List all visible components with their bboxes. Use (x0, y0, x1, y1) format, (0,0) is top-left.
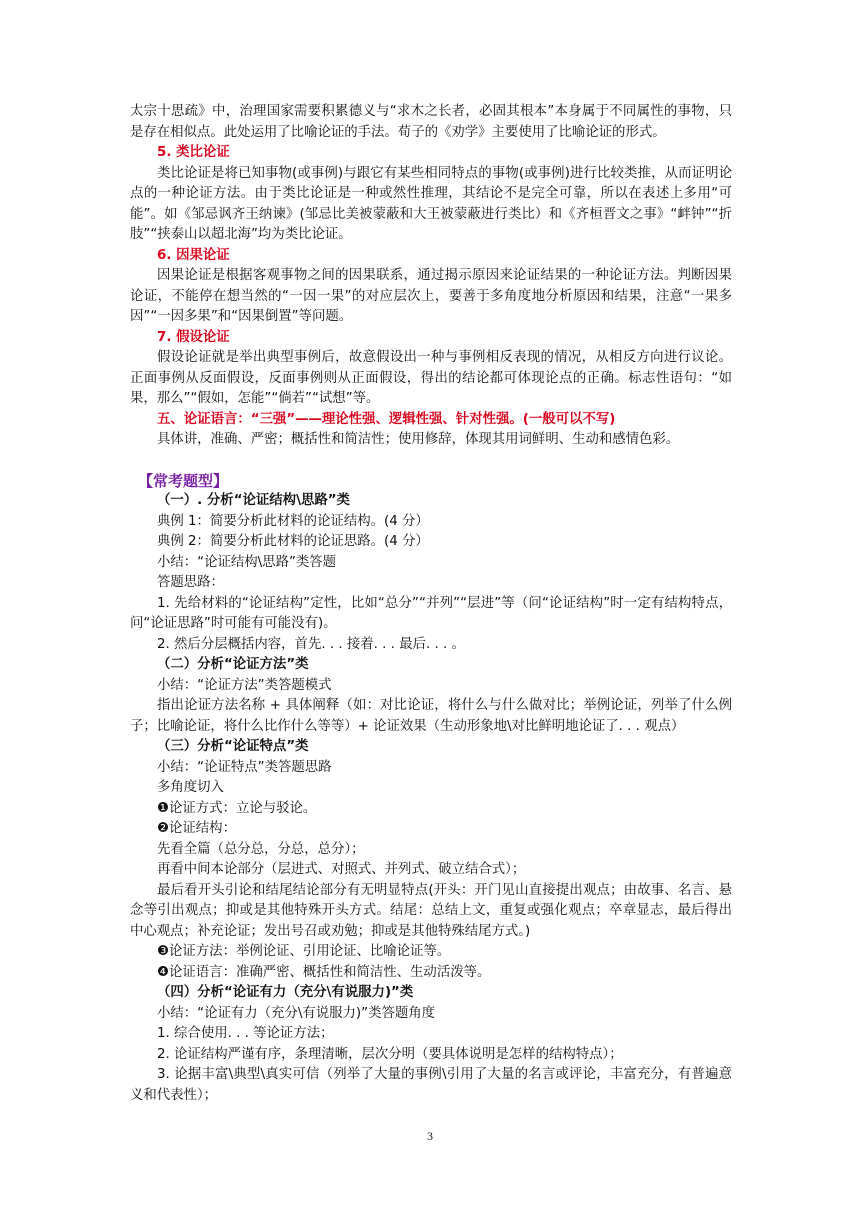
paragraph-analogy-example: 太宗十思疏》中，治理国家需要积累德义与“求木之长者，必固其根本”本身属于不同属性的事物，只是存在相似点。此处运用了比喻论证的手法。荀子的《劝学》主要使用了比喻论证的形式。 (130, 104, 732, 140)
heading-causal-argument: 6. 因果论证 (157, 247, 230, 263)
feature-bullet-2: ❷论证结构： (157, 821, 236, 836)
feature-bullet-2a: 先看全篇（总分总，分总，总分）； (157, 841, 365, 857)
paragraph-analogical-argument: 类比论证是将已知事物(或事例)与跟它有某些相同特点的事物(或事例)进行比较类推，从而证明论点的一种论证方法。由于类比论证是一种或然性推理，其结论不是完全可靠，所以在表述上多用“可能”。如《邹忌讽齐王纳谏》(邹忌比美被蒙蔽和大王被蒙蔽进行类比）和《齐桓晋文之事》“衅钟”“折肢”“挟泰山以超北海”均为类比论证。 (130, 165, 732, 242)
approach-label: 答题思路： (157, 575, 224, 590)
heading-persuasive-type: （四）分析“论证有力（充分\有说服力)”类 (157, 985, 414, 1000)
feature-bullet-1: ❶论证方式：立论与驳论。 (157, 800, 317, 816)
method-answer-pattern: 指出论证方法名称 + 具体阐释（如：对比论证，将什么与什么做对比；举例论证，列举了什么例子；比喻论证，将什么比作什么等等）+ 论证效果（生动形象地\对比鲜明地论证了. . . 观点） (130, 698, 732, 734)
heading-hypothetical-argument: 7. 假设论证 (157, 329, 230, 345)
persuasive-item-2: 2. 论证结构严谨有序，条理清晰，层次分明（要具体说明是怎样的结构特点）； (157, 1046, 623, 1062)
structure-step-2: 2. 然后分层概括内容，首先. . . 接着. . . 最后. . . 。 (157, 636, 465, 652)
spacer (130, 451, 732, 471)
multi-angle-label: 多角度切入 (157, 780, 224, 795)
page-content (130, 102, 732, 1106)
heading-method-type: （二）分析“论证方法”类 (157, 657, 309, 672)
page-number: 3 (427, 1129, 433, 1143)
persuasive-item-1: 1. 综合使用. . . 等论证方法； (157, 1026, 334, 1041)
heading-structure-type: （一）. 分析“论证结构\思路”类 (157, 493, 350, 508)
feature-bullet-3: ❸论证方法：举例论证、引用论证、比喻论证等。 (157, 944, 451, 959)
heading-argument-language: 五、论证语言：“三强”——理论性强、逻辑性强、针对性强。(一般可以不写) (157, 411, 616, 427)
persuasive-item-3: 3. 论据丰富\典型\真实可信（列举了大量的事例\引用了大量的名言或评论，丰富充分，有普遍意义和代表性）； (130, 1067, 732, 1103)
example-1: 典例 1：简要分析此材料的论证结构。(4 分） (157, 513, 429, 529)
feature-bullet-4: ❹论证语言：准确严密、概括性和简洁性、生动活泼等。 (157, 964, 491, 980)
section-title: 【常考题型】 (138, 471, 229, 490)
example-2: 典例 2：简要分析此材料的论证思路。(4 分） (157, 534, 429, 549)
paragraph-causal-argument: 因果论证是根据客观事物之间的因果联系，通过揭示原因来论证结果的一种论证方法。判断因果论证，不能停在想当然的“一因一果”的对应层次上，要善于多角度地分析原因和结果，注意“一果多因”“一因多果”和“因果倒置”等问题。 (130, 268, 732, 324)
feature-bullet-2b: 再看中间本论部分（层进式、对照式、并列式、破立结合式）； (157, 862, 526, 877)
heading-analogical-argument: 5. 类比论证 (157, 145, 230, 160)
structure-step-1: 1. 先给材料的“论证结构”定性，比如“总分”“并列”“层进”等（问“论证结构”时一定有结构特点，问“论证思路”时可能有可能没有)。 (130, 595, 732, 631)
summary-persuasive: 小结：“论证有力（充分\有说服力)”类答题角度 (157, 1005, 436, 1021)
feature-bullet-2c: 最后看开头引论和结尾结论部分有无明显特点(开头：开门见山直接提出观点；由故事、名言、悬念等引出观点；抑或是其他特殊开头方式。结尾：总结上文，重复或强化观点；卒章显志，最后得出中心观点；补充论证；发出号召或劝勉；抑或是其他特殊结尾方式。) (130, 882, 732, 939)
heading-feature-type: （三）分析“论证特点”类 (157, 739, 309, 754)
summary-structure: 小结：“论证结构\思路”类答题 (157, 554, 337, 570)
summary-feature: 小结：“论证特点”类答题思路 (157, 759, 332, 775)
paragraph-argument-language: 具体讲，准确、严密；概括性和简洁性；使用修辞，体现其用词鲜明、生动和感情色彩。 (157, 432, 680, 447)
paragraph-hypothetical-argument: 假设论证就是举出典型事例后，故意假设出一种与事例相反表现的情况，从相反方向进行议论。正面事例从反面假设，反面事例则从正面假设，得出的结论都可体现论点的正确。标志性语句：“如果，那么”“假如，怎能”“倘若”“试想”等。 (130, 350, 732, 406)
summary-method: 小结：“论证方法”类答题模式 (157, 677, 332, 693)
